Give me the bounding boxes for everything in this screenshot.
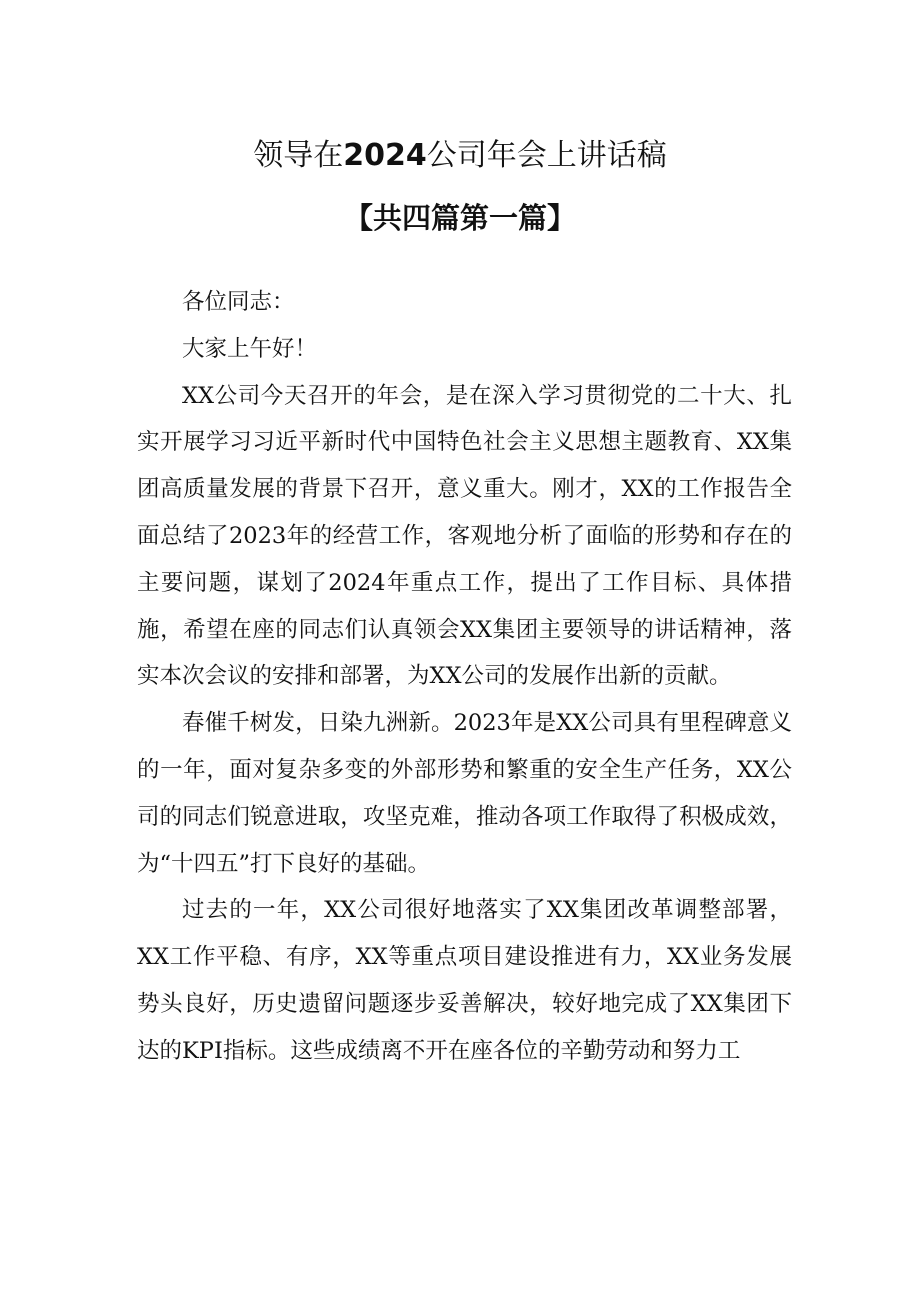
title-prefix: 领导在 bbox=[253, 138, 344, 173]
greeting: 大家上午好！ bbox=[182, 335, 318, 362]
paragraph-2: 春催千树发，日染九洲新。2023年是XX公司具有里程碑意义的一年，面对复杂多变的外部形势和繁重的安全生产任务，XX公司的同志们锐意进取，攻坚克难，推动各项工作取得了积极成效，为“十四五”打下良好的基础。 bbox=[137, 710, 792, 877]
document-title bbox=[0, 134, 920, 178]
salutation: 各位同志： bbox=[182, 289, 295, 315]
paragraph-1: XX公司今天召开的年会，是在深入学习贯彻党的二十大、扎实开展学习习近平新时代中国特色社会主义思想主题教育、XX集团高质量发展的背景下召开，意义重大。刚才，XX的工作报告全面总结了2023年的经营工作，客观地分析了面临的形势和存在的主要问题，谋划了2024年重点工作，提出了工作目标、具体措施，希望在座的同志们认真领会XX集团主要领导的讲话精神，落实本次会议的安排和部署，为XX公司的发展作出新的贡献。 bbox=[137, 382, 792, 690]
title-year: 2024 bbox=[343, 138, 427, 173]
title-suffix: 公司年会上讲话稿 bbox=[426, 138, 667, 173]
document-subtitle: 【共四篇第一篇】 bbox=[343, 201, 576, 235]
document-body bbox=[137, 279, 792, 1075]
paragraph-3: 过去的一年，XX公司很好地落实了XX集团改革调整部署，XX工作平稳、有序，XX等重点项目建设推进有力，XX业务发展势头良好，历史遗留问题逐步妥善解决，较好地完成了XX集团下达的KPI指标。这些成绩离不开在座各位的辛勤劳动和努力工 bbox=[137, 897, 792, 1064]
